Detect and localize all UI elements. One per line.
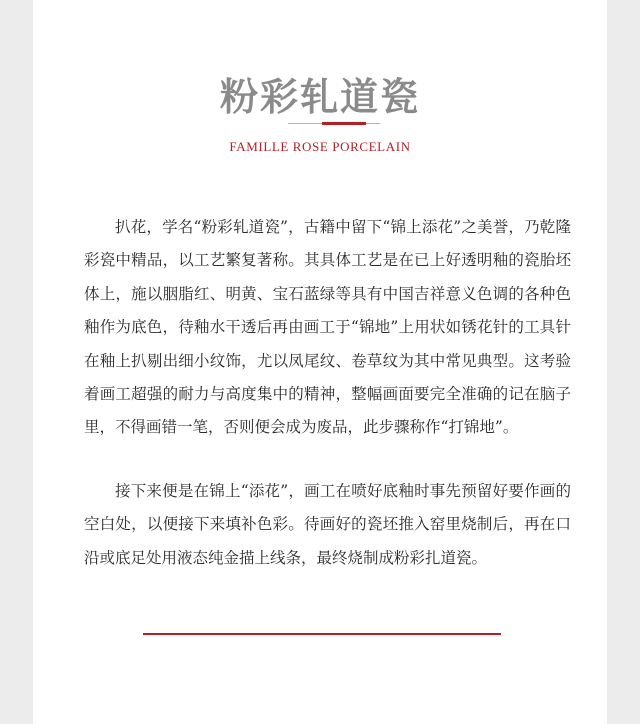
title-accent-divider: [322, 122, 366, 125]
article-subtitle: FAMILLE ROSE PORCELAIN: [229, 139, 411, 154]
article-title: 粉彩轧道瓷: [219, 74, 420, 119]
bottom-divider: [143, 633, 501, 635]
article-paragraph: 扒花，学名“粉彩轧道瓷”，古籍中留下“锦上添花”之美誉，乃乾隆彩瓷中精品，以工艺繁复著称。其具体工艺是在已上好透明釉的瓷胎坯体上，施以胭脂红、明黄、宝石蓝绿等具有中国吉祥意义色调的各种色釉作为底色，待釉水干透后再由画工于“锦地”上用状如锈花针的工具针在釉上扒剔出细小纹饰，尤以凤尾纹、卷草纹为其中常见典型。这考验着画工超强的耐力与高度集中的精神，整幅画面要完全准确的记在脑子里，不得画错一笔，否则便会成为废品，此步骤称作“打锦地”。: [84, 218, 571, 437]
article-page: [33, 0, 607, 724]
article-paragraph: 接下来便是在锦上“添花”，画工在喷好底釉时事先预留好要作画的空白处，以便接下来填补色彩。待画好的瓷坯推入窑里烧制后，再在口沿或底足处用液态纯金描上线条，最终烧制成粉彩扎道瓷。: [84, 482, 571, 567]
